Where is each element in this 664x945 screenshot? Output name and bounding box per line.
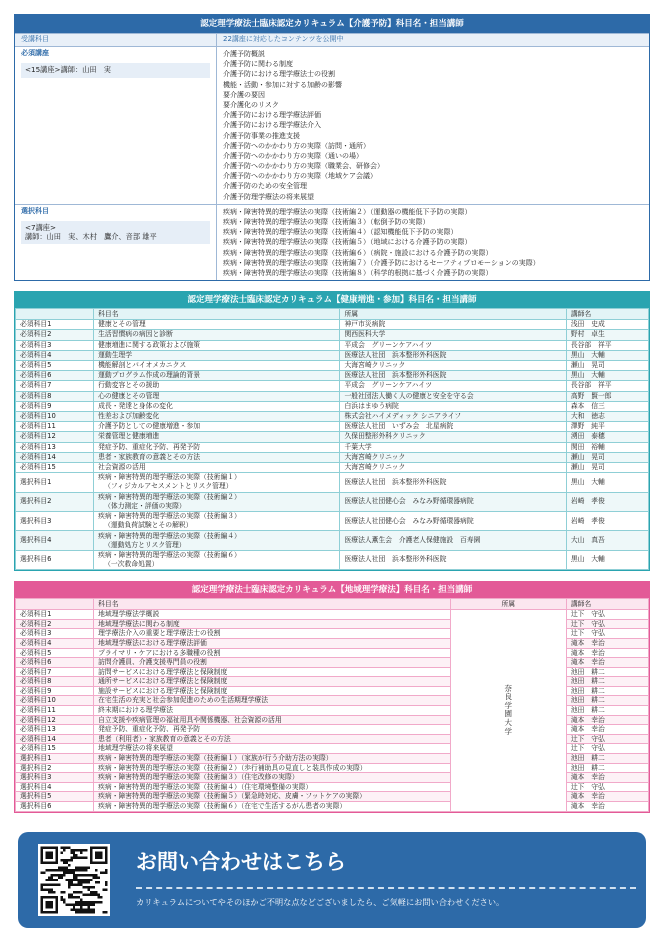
affiliation: 平成会 グリーンケアハイツ [340, 381, 566, 391]
subject-name-cell [94, 473, 340, 492]
care-elective-cell [15, 205, 217, 280]
health-table-header [16, 309, 649, 320]
subject-name: 発症予防、重症化予防、再発予防 [94, 442, 340, 452]
lecturer: 滝本 幸治 [566, 725, 648, 735]
subject-name: 運動プログラム作成の理論的背景 [94, 371, 340, 381]
subject-type: 必須科目9 [16, 401, 94, 411]
table-row [16, 350, 649, 360]
subject-type: 必須科目2 [16, 330, 94, 340]
table-row [16, 610, 649, 620]
care-elective-item: 疾病・障害特異的理学療法の実際（技術編４）（認知機能低下予防の実際） [223, 228, 458, 237]
subject-name: 訪問介護員、介護支援専門員の役割 [94, 658, 451, 668]
subject-type: 必須科目4 [16, 350, 94, 360]
subject-type: 必須科目3 [16, 340, 94, 350]
subject-name: 地域理学療法に関わる制度 [94, 619, 451, 629]
affiliation-char: 学 [504, 700, 512, 710]
subject-type: 必須科目7 [16, 667, 94, 677]
subject-type: 必須科目5 [16, 648, 94, 658]
lecturer: 滝本 幸治 [566, 658, 648, 668]
affiliation: 大海宮崎クリニック [340, 462, 566, 472]
care-section-title: 認定理学療法士臨床認定カリキュラム【介護予防】科目名・担当講師 [15, 15, 649, 33]
care-required-item: 介護予防のための安全管理 [223, 182, 307, 191]
subject-name: 在宅生活の充実と社会参加促進のための生活期理学療法 [94, 696, 451, 706]
subject-name: プライマリ・ケアにおける多職種の役割 [94, 648, 451, 658]
care-header-row [15, 33, 649, 46]
table-row [16, 432, 649, 442]
lecturer: 池田 耕二 [566, 696, 648, 706]
qr-code-icon[interactable] [38, 844, 110, 916]
subject-name: 疾病・障害特異的理学療法の実際（技術編２） [98, 492, 241, 501]
lecturer: 岩崎 孝俊 [566, 492, 648, 511]
health-table [15, 308, 649, 570]
header-subject: 科目名 [94, 309, 340, 320]
table-row [16, 452, 649, 462]
lecturer: 湧田 泰穂 [566, 432, 648, 442]
subject-type: 選択科目1 [16, 754, 94, 764]
care-elective-label: 選択科目 [21, 206, 49, 215]
table-row [16, 422, 649, 432]
lecturer: 大和 徳志 [566, 411, 648, 421]
care-required-item: 要介護の要因 [223, 90, 265, 99]
subject-name: 地域理学療法の将来展望 [94, 744, 451, 754]
subject-type: 選択科目6 [16, 550, 94, 569]
lecturer: 野村 卓生 [566, 330, 648, 340]
subject-name-cell [94, 550, 340, 569]
table-row [16, 411, 649, 421]
health-section [14, 291, 650, 571]
table-row [16, 320, 649, 330]
lecturer: 黒山 大輔 [566, 371, 648, 381]
subject-type: 必須科目11 [16, 422, 94, 432]
care-elective-lecturer-box [21, 221, 210, 244]
care-elective-lecturers: 講師：山田 実、木村 鷹介、音部 雄平 [25, 231, 157, 241]
subject-name-detail: （フィジカルアセスメントとリスク管理） [104, 482, 233, 491]
subject-name: 健康とその管理 [94, 320, 340, 330]
table-row [16, 511, 649, 530]
table-row [16, 371, 649, 381]
subject-name-cell [94, 511, 340, 530]
lecturer: 辻下 守弘 [566, 610, 648, 620]
affiliation: 一般社団法人働く人の健康と安全を守る会 [340, 391, 566, 401]
affiliation-char: 学 [504, 726, 512, 736]
lecturer: 浅田 史成 [566, 320, 648, 330]
care-elective-item: 疾病・障害特異的理学療法の実際（技術編３）（転倒予防の実際） [223, 218, 430, 226]
affiliation: 大海宮崎クリニック [340, 360, 566, 370]
subject-type: 必須科目9 [16, 686, 94, 696]
subject-name: 疾病・障害特異的理学療法の実際（技術編４）（住宅環境整備の実際） [94, 782, 451, 792]
lecturer: 瀬山 晃司 [566, 452, 648, 462]
affiliation: 関西医科大学 [340, 330, 566, 340]
affiliation: 医療法人社団健心会 みなみ野循環器病院 [340, 511, 566, 530]
subject-name: 終末期における理学療法 [94, 706, 451, 716]
affiliation: 大海宮崎クリニック [340, 452, 566, 462]
table-row [16, 531, 649, 550]
subject-type: 必須科目6 [16, 658, 94, 668]
care-required-item: 介護予防へのかかわり方の実際（通いの場） [223, 151, 363, 160]
subject-name: 疾病・障害特異的理学療法の実際（技術編６） [98, 550, 241, 559]
subject-type: 選択科目3 [16, 511, 94, 530]
affiliation-char: 良 [504, 692, 512, 702]
care-required-item: 介護予防へのかかわり方の実際（地域ケア会議） [223, 172, 377, 181]
lecturer: 池田 耕二 [566, 677, 648, 687]
subject-name: 発症予防、重症化予防、再発予防 [94, 725, 451, 735]
affiliation: 千葉大学 [340, 442, 566, 452]
affiliation-char: 大 [504, 717, 512, 727]
lecturer: 澤野 純平 [566, 422, 648, 432]
subject-name: 健康増進に関する政策および施策 [94, 340, 340, 350]
subject-name: 疾病・障害特異的理学療法の実際（技術編６）（在宅で生活するがん患者の実際） [94, 802, 451, 812]
subject-type: 選択科目4 [16, 531, 94, 550]
care-section [14, 14, 650, 281]
subject-type: 必須科目8 [16, 677, 94, 687]
subject-type: 必須科目6 [16, 371, 94, 381]
care-required-item: 介護予防事業の推進支援 [223, 131, 300, 140]
care-required-lecturer: <15講座>講師：山田 実 [21, 63, 210, 78]
lecturer: 滝本 幸治 [566, 648, 648, 658]
subject-type: 選択科目2 [16, 763, 94, 773]
care-required-item: 介護予防における理学療法介入 [223, 121, 321, 130]
subject-type: 選択科目4 [16, 782, 94, 792]
subject-type: 必須科目14 [16, 734, 94, 744]
lecturer: 森本 信三 [566, 401, 648, 411]
subject-name: 自立支援や疾病管理の福祉用具や関係機器、社会資源の活用 [94, 715, 451, 725]
header-lecturer: 講師名 [566, 309, 648, 320]
subject-name-detail: （体力測定・評価の実際） [104, 501, 186, 510]
subject-name-cell [94, 492, 340, 511]
subject-name: 生活習慣病の病因と診断 [94, 330, 340, 340]
subject-name: 機能解剖とバイオメカニクス [94, 360, 340, 370]
lecturer: 辻下 守弘 [566, 619, 648, 629]
table-row [16, 381, 649, 391]
subject-type: 必須科目1 [16, 320, 94, 330]
affiliation: 医療法人社団 浜本整形外科医院 [340, 371, 566, 381]
care-head-left: 受講科目 [15, 34, 217, 46]
subject-name: 社会資源の活用 [94, 462, 340, 472]
lecturer: 滝本 幸治 [566, 792, 648, 802]
care-required-item: 機能・活動・参加に対する加齢の影響 [223, 80, 342, 89]
table-row [16, 330, 649, 340]
subject-type: 必須科目2 [16, 619, 94, 629]
lecturer: 長谷部 祥平 [566, 340, 648, 350]
subject-name: 運動生理学 [94, 350, 340, 360]
subject-type: 選択科目6 [16, 802, 94, 812]
lecturer: 大山 真吾 [566, 531, 648, 550]
lecturer: 長谷部 祥平 [566, 381, 648, 391]
community-table-header [16, 599, 649, 610]
lecturer: 岩崎 孝俊 [566, 511, 648, 530]
affiliation: 医療法人薫生会 介護老人保健施設 百寿園 [340, 531, 566, 550]
health-section-title: 認定理学療法士臨床認定カリキュラム【健康増進・参加】科目名・担当講師 [15, 292, 649, 308]
subject-type: 必須科目10 [16, 696, 94, 706]
subject-type: 必須科目12 [16, 432, 94, 442]
care-required-list [217, 47, 649, 204]
lecturer: 黒山 大輔 [566, 473, 648, 492]
table-row [16, 462, 649, 472]
affiliation: 平成会 グリーンケアハイツ [340, 340, 566, 350]
lecturer: 池田 耕二 [566, 763, 648, 773]
header-blank [16, 309, 94, 320]
subject-type: 必須科目7 [16, 381, 94, 391]
subject-name: 施設サービスにおける理学療法と保険制度 [94, 686, 451, 696]
lecturer: 辻下 守弘 [566, 629, 648, 639]
care-required-label: 必須講座 [21, 49, 49, 57]
subject-name: 性差および加齢変化 [94, 411, 340, 421]
header-lecturer: 講師名 [566, 599, 648, 610]
contact-banner[interactable] [18, 832, 646, 928]
affiliation: 医療法人社団健心会 みなみ野循環器病院 [340, 492, 566, 511]
affiliation: 白浜はまゆう病院 [340, 401, 566, 411]
subject-name: 行動変容とその援助 [94, 381, 340, 391]
subject-name: 疾病・障害特異的理学療法の実際（技術編５）（緊急時対応、皮膚・フットケアの実際） [94, 792, 451, 802]
lecturer: 瀬山 晃司 [566, 360, 648, 370]
subject-name: 疾病・障害特異的理学療法の実際（技術編３）（住宅改修の実際） [94, 773, 451, 783]
affiliation: 医療法人社団 いずみ会 北星病院 [340, 422, 566, 432]
lecturer: 池田 耕二 [566, 667, 648, 677]
care-required-item: 介護予防理学療法の将来展望 [223, 192, 314, 201]
lecturer: 辻下 守弘 [566, 744, 648, 754]
subject-type: 必須科目14 [16, 452, 94, 462]
care-elective-item: 疾病・障害特異的理学療法の実際（技術編５）（地域における介護予防の実際） [223, 238, 472, 247]
header-blank [16, 599, 94, 610]
subject-type: 必須科目12 [16, 715, 94, 725]
affiliation: 医療法人社団 浜本整形外科医院 [340, 550, 566, 569]
contact-text: カリキュラムについてやそのほかご不明な点などございましたら、ご気軽にお問い合わせください。 [136, 897, 505, 907]
lecturer: 黒山 大輔 [566, 350, 648, 360]
header-affiliation: 所属 [450, 599, 566, 610]
subject-type: 選択科目1 [16, 473, 94, 492]
lecturer: 滝本 幸治 [566, 638, 648, 648]
subject-type: 選択科目2 [16, 492, 94, 511]
care-required-item: 要介護化のリスク [223, 100, 279, 109]
affiliation: 神戸市災病院 [340, 320, 566, 330]
subject-name: 訪問サービスにおける理学療法と保険制度 [94, 667, 451, 677]
table-row [16, 442, 649, 452]
table-row [16, 492, 649, 511]
lecturer: 滝本 幸治 [566, 802, 648, 812]
subject-name: 通所サービスにおける理学療法と保険制度 [94, 677, 451, 687]
table-row [16, 473, 649, 492]
subject-type: 必須科目4 [16, 638, 94, 648]
care-elective-item: 疾病・障害特異的理学療法の実際（技術編７）（介護予防におけるセーフティプロモーションの実際） [223, 258, 540, 267]
care-elective-list [217, 205, 649, 280]
subject-type: 必須科目10 [16, 411, 94, 421]
subject-name-detail: （運動処方とリスク管理） [104, 540, 186, 549]
subject-type: 必須科目5 [16, 360, 94, 370]
lecturer: 瀬山 晃司 [566, 462, 648, 472]
contact-title: お問い合わせはこちら [136, 850, 346, 874]
lecturer: 関田 裕輔 [566, 442, 648, 452]
subject-name: 介護予防としての健康増進・参加 [94, 422, 340, 432]
affiliation-char: 奈 [504, 683, 512, 693]
lecturer: 黒山 大輔 [566, 550, 648, 569]
header-affiliation: 所属 [340, 309, 566, 320]
subject-name-detail: （一次救命処置） [104, 559, 159, 568]
subject-name: 疾病・障害特異的理学療法の実際（技術編２）（歩行補助具の見直しと装具作成の実際） [94, 763, 451, 773]
lecturer: 池田 耕二 [566, 686, 648, 696]
affiliation: 医療法人社団 浜本整形外科医院 [340, 473, 566, 492]
table-row [16, 360, 649, 370]
header-subject: 科目名 [94, 599, 451, 610]
subject-type: 必須科目1 [16, 610, 94, 620]
subject-type: 選択科目3 [16, 773, 94, 783]
care-required-cell [15, 47, 217, 204]
subject-type: 必須科目15 [16, 744, 94, 754]
care-required-item: 介護予防へのかかわり方の実際（訪問・通所） [223, 141, 370, 150]
care-elective-count: <7講座> [25, 223, 56, 233]
subject-name: 疾病・障害特異的理学療法の実際（技術編１）（家族が行う介助方法の実際） [94, 754, 451, 764]
subject-name: 理学療法介入の重要と理学療法士の役割 [94, 629, 451, 639]
lecturer: 辻下 守弘 [566, 734, 648, 744]
table-row [16, 401, 649, 411]
subject-name: 患者・家族教育の意義とその方法 [94, 452, 340, 462]
subject-name: 疾病・障害特異的理学療法の実際（技術編１） [98, 473, 241, 482]
care-required-item: 介護予防へのかかわり方の実際（職業会、研修会） [223, 162, 384, 171]
affiliation-char: 園 [504, 709, 512, 719]
table-row [16, 391, 649, 401]
community-table [15, 598, 649, 811]
subject-name: 地域理学療法における理学療法評価 [94, 638, 451, 648]
care-required-item: 介護予防に関わる制度 [223, 60, 293, 69]
affiliation: 株式会社ハイメディック シニアライフ [340, 411, 566, 421]
care-required-item: 介護予防概説 [223, 50, 265, 58]
lecturer: 滝本 幸治 [566, 773, 648, 783]
subject-name: 地域理学療法学概説 [94, 610, 451, 620]
community-section-title: 認定理学療法士臨床認定カリキュラム【地域理学療法】科目名・担当講師 [15, 582, 649, 598]
lecturer: 高野 賢一郎 [566, 391, 648, 401]
table-row [16, 340, 649, 350]
subject-type: 必須科目15 [16, 462, 94, 472]
lecturer: 滝本 幸治 [566, 715, 648, 725]
affiliation: 久保田整形外科クリニック [340, 432, 566, 442]
community-section [14, 581, 650, 812]
affiliation: 医療法人社団 浜本整形外科医院 [340, 350, 566, 360]
subject-name-detail: （運動負荷試験とその解釈） [104, 521, 193, 530]
care-required-item: 介護予防における理学療法評価 [223, 111, 321, 120]
care-elective-item: 疾病・障害特異的理学療法の実際（技術編８）（科学的根拠に基づく介護予防の実際） [223, 268, 493, 277]
subject-name: 心の健康とその管理 [94, 391, 340, 401]
subject-name: 患者（利用者）・家族教育の意義とその方法 [94, 734, 451, 744]
subject-name: 栄養管理と健康増進 [94, 432, 340, 442]
care-required-item: 介護予防における理学療法士の役割 [223, 70, 335, 79]
subject-name-cell [94, 531, 340, 550]
care-elective-item: 疾病・障害特異的理学療法の実際（技術編６）（病院・施設における介護予防の実際） [223, 248, 493, 257]
contact-divider [136, 887, 636, 889]
subject-type: 必須科目13 [16, 442, 94, 452]
care-elective-item: 疾病・障害特異的理学療法の実際（技術編２）（運動器の機能低下予防の実際） [223, 207, 472, 216]
affiliation-cell [450, 610, 566, 811]
subject-type: 必須科目11 [16, 706, 94, 716]
subject-name: 疾病・障害特異的理学療法の実際（技術編４） [98, 531, 241, 540]
care-elective-row [15, 204, 649, 280]
lecturer: 池田 耕二 [566, 706, 648, 716]
lecturer: 辻下 守弘 [566, 782, 648, 792]
subject-type: 必須科目8 [16, 391, 94, 401]
subject-name: 成長・発達と身体の変化 [94, 401, 340, 411]
subject-type: 選択科目5 [16, 792, 94, 802]
lecturer: 池田 耕二 [566, 754, 648, 764]
table-row [16, 550, 649, 569]
subject-name: 疾病・障害特異的理学療法の実際（技術編３） [98, 512, 241, 521]
subject-type: 必須科目13 [16, 725, 94, 735]
care-required-row [15, 46, 649, 204]
subject-type: 必須科目3 [16, 629, 94, 639]
care-head-right: 22講座に対応したコンテンツを公開中 [223, 35, 344, 43]
